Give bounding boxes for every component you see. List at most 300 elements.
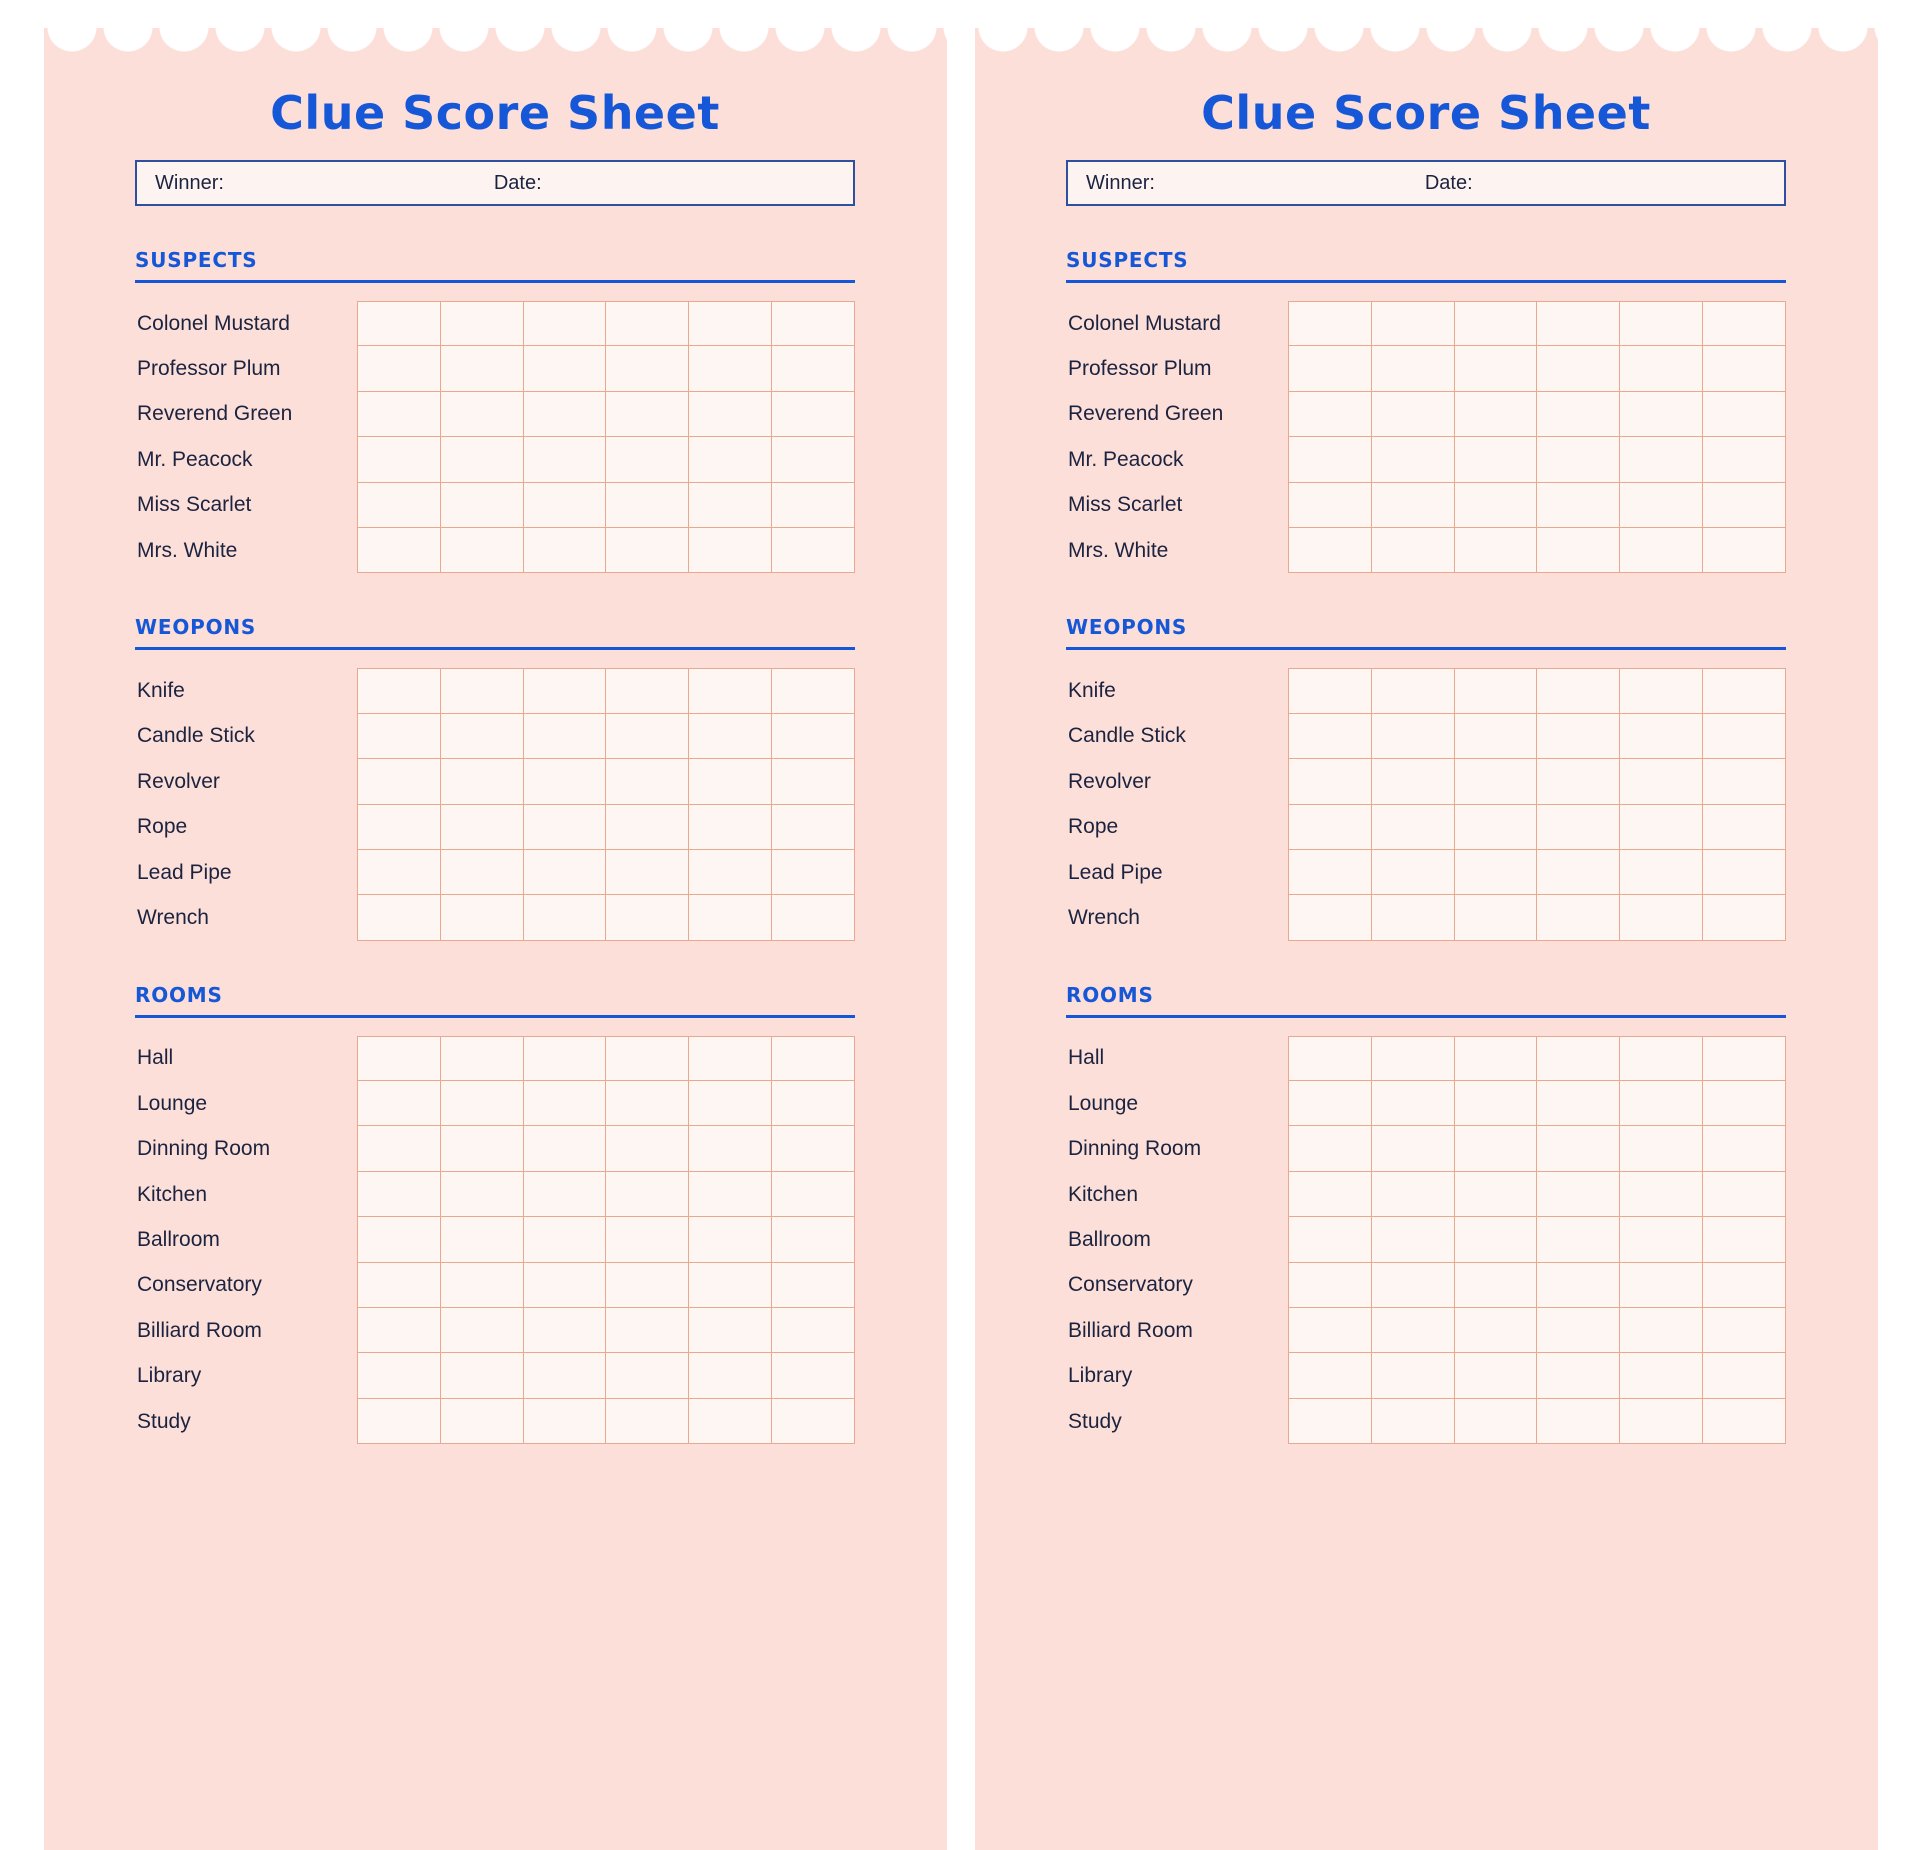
checkbox-cell[interactable]	[689, 1353, 772, 1398]
checkbox-cell[interactable]	[357, 1172, 441, 1217]
checkbox-cell[interactable]	[606, 528, 689, 573]
checkbox-cell[interactable]	[1620, 528, 1703, 573]
checkbox-cell[interactable]	[689, 759, 772, 804]
checkbox-cell[interactable]	[1288, 805, 1372, 850]
checkbox-cell[interactable]	[1455, 1036, 1538, 1081]
checkbox-cell[interactable]	[772, 1172, 855, 1217]
checkbox-cell[interactable]	[689, 1399, 772, 1444]
checkbox-cell[interactable]	[441, 1126, 524, 1171]
checkbox-cell[interactable]	[772, 850, 855, 895]
checkbox-cell[interactable]	[1288, 1217, 1372, 1262]
checkbox-cell[interactable]	[1288, 483, 1372, 528]
checkbox-cell[interactable]	[1372, 1217, 1455, 1262]
checkbox-cell[interactable]	[772, 895, 855, 940]
row-cells	[1288, 1308, 1786, 1353]
checkbox-cell[interactable]	[689, 483, 772, 528]
table-row	[135, 437, 855, 482]
checkbox-cell[interactable]	[606, 714, 689, 759]
checkbox-cell[interactable]	[524, 1081, 607, 1126]
checkbox-cell[interactable]	[689, 392, 772, 437]
checkbox-cell[interactable]	[1372, 1081, 1455, 1126]
row-label: Miss Scarlet	[1068, 493, 1183, 517]
row-cells	[357, 301, 855, 346]
checkbox-cell[interactable]	[606, 1353, 689, 1398]
checkbox-cell[interactable]	[524, 392, 607, 437]
checkbox-cell[interactable]	[524, 668, 607, 713]
checkbox-cell[interactable]	[524, 1172, 607, 1217]
checkbox-cell[interactable]	[524, 1353, 607, 1398]
checkbox-cell[interactable]	[357, 392, 441, 437]
checkbox-cell[interactable]	[1372, 759, 1455, 804]
checkbox-cell[interactable]	[772, 1217, 855, 1262]
checkbox-cell[interactable]	[1288, 437, 1372, 482]
checkbox-cell[interactable]	[606, 483, 689, 528]
checkbox-cell[interactable]	[524, 1126, 607, 1171]
checkbox-cell[interactable]	[1537, 805, 1620, 850]
row-label: Lead Pipe	[1068, 860, 1163, 884]
checkbox-cell[interactable]	[524, 805, 607, 850]
checkbox-cell[interactable]	[357, 1217, 441, 1262]
checkbox-cell[interactable]	[1537, 1036, 1620, 1081]
checkbox-cell[interactable]	[524, 1263, 607, 1308]
checkbox-cell[interactable]	[606, 895, 689, 940]
checkbox-cell[interactable]	[606, 668, 689, 713]
checkbox-cell[interactable]	[357, 483, 441, 528]
checkbox-cell[interactable]	[1455, 850, 1538, 895]
checkbox-cell[interactable]	[606, 1126, 689, 1171]
checkbox-cell[interactable]	[1372, 301, 1455, 346]
checkbox-cell[interactable]	[772, 392, 855, 437]
checkbox-cell[interactable]	[1620, 346, 1703, 391]
checkbox-cell[interactable]	[441, 346, 524, 391]
checkbox-cell[interactable]	[1537, 1308, 1620, 1353]
checkbox-cell[interactable]	[357, 895, 441, 940]
checkbox-cell[interactable]	[1537, 1172, 1620, 1217]
checkbox-cell[interactable]	[689, 1126, 772, 1171]
row-label: Mr. Peacock	[1068, 447, 1184, 471]
checkbox-cell[interactable]	[1455, 528, 1538, 573]
checkbox-cell[interactable]	[357, 1036, 441, 1081]
checkbox-cell[interactable]	[689, 1172, 772, 1217]
checkbox-cell[interactable]	[606, 850, 689, 895]
checkbox-cell[interactable]	[772, 714, 855, 759]
checkbox-cell[interactable]	[1703, 1353, 1786, 1398]
checkbox-cell[interactable]	[1537, 483, 1620, 528]
checkbox-cell[interactable]	[1703, 392, 1786, 437]
checkbox-cell[interactable]	[357, 850, 441, 895]
checkbox-cell[interactable]	[1288, 1126, 1372, 1171]
checkbox-cell[interactable]	[1372, 346, 1455, 391]
checkbox-cell[interactable]	[1288, 1081, 1372, 1126]
checkbox-cell[interactable]	[357, 1263, 441, 1308]
checkbox-cell[interactable]	[1703, 1399, 1786, 1444]
checkbox-cell[interactable]	[1703, 1126, 1786, 1171]
checkbox-cell[interactable]	[441, 1263, 524, 1308]
checkbox-cell[interactable]	[357, 1126, 441, 1171]
table-row	[135, 1081, 855, 1126]
checkbox-cell[interactable]	[772, 437, 855, 482]
checkbox-cell[interactable]	[1703, 1081, 1786, 1126]
table-row	[1066, 483, 1786, 528]
checkbox-cell[interactable]	[524, 483, 607, 528]
checkbox-cell[interactable]	[524, 759, 607, 804]
checkbox-cell[interactable]	[1537, 1126, 1620, 1171]
checkbox-cell[interactable]	[1703, 1036, 1786, 1081]
checkbox-cell[interactable]	[1372, 1172, 1455, 1217]
row-cells	[1288, 346, 1786, 391]
checkbox-cell[interactable]	[1288, 392, 1372, 437]
checkbox-cell[interactable]	[1620, 1036, 1703, 1081]
checkbox-cell[interactable]	[1620, 392, 1703, 437]
row-label: Miss Scarlet	[137, 493, 252, 517]
checkbox-cell[interactable]	[1455, 1126, 1538, 1171]
table-row	[135, 895, 855, 940]
checkbox-cell[interactable]	[441, 1399, 524, 1444]
checkbox-cell[interactable]	[772, 805, 855, 850]
checkbox-cell[interactable]	[441, 483, 524, 528]
checkbox-cell[interactable]	[1455, 1172, 1538, 1217]
row-label: Colonel Mustard	[1068, 311, 1221, 335]
checkbox-cell[interactable]	[441, 714, 524, 759]
checkbox-cell[interactable]	[1372, 392, 1455, 437]
checkbox-cell[interactable]	[441, 759, 524, 804]
checkbox-cell[interactable]	[1372, 528, 1455, 573]
checkbox-cell[interactable]	[772, 301, 855, 346]
checkbox-cell[interactable]	[689, 346, 772, 391]
checkbox-cell[interactable]	[1455, 1263, 1538, 1308]
row-label: Billiard Room	[137, 1318, 262, 1342]
checkbox-cell[interactable]	[1537, 1399, 1620, 1444]
row-label: Rope	[137, 815, 188, 839]
checkbox-cell[interactable]	[1288, 850, 1372, 895]
checkbox-cell[interactable]	[772, 1399, 855, 1444]
checkbox-cell[interactable]	[689, 301, 772, 346]
checkbox-cell[interactable]	[1455, 895, 1538, 940]
checkbox-cell[interactable]	[524, 850, 607, 895]
checkbox-cell[interactable]	[1455, 1217, 1538, 1262]
section-divider	[1066, 1015, 1786, 1018]
checkbox-cell[interactable]	[1288, 1308, 1372, 1353]
checkbox-cell[interactable]	[1372, 895, 1455, 940]
checkbox-cell[interactable]	[689, 1081, 772, 1126]
checkbox-cell[interactable]	[689, 1036, 772, 1081]
checkbox-cell[interactable]	[1703, 850, 1786, 895]
checkbox-cell[interactable]	[1620, 1353, 1703, 1398]
checkbox-cell[interactable]	[1620, 1081, 1703, 1126]
checkbox-cell[interactable]	[441, 437, 524, 482]
checkbox-cell[interactable]	[1372, 668, 1455, 713]
checkbox-cell[interactable]	[441, 1217, 524, 1262]
checkbox-cell[interactable]	[1703, 1217, 1786, 1262]
row-cells	[1288, 1126, 1786, 1171]
checkbox-cell[interactable]	[1288, 1172, 1372, 1217]
checkbox-cell[interactable]	[689, 1308, 772, 1353]
checkbox-cell[interactable]	[1455, 668, 1538, 713]
checkbox-cell[interactable]	[1703, 346, 1786, 391]
checkbox-cell[interactable]	[1372, 1036, 1455, 1081]
checkbox-cell[interactable]	[1620, 1172, 1703, 1217]
checkbox-cell[interactable]	[357, 668, 441, 713]
checkbox-cell[interactable]	[606, 1081, 689, 1126]
row-label: Candle Stick	[137, 724, 255, 748]
row-cells	[357, 483, 855, 528]
row-cells	[1288, 759, 1786, 804]
checkbox-cell[interactable]	[1703, 759, 1786, 804]
checkbox-cell[interactable]	[606, 1399, 689, 1444]
checkbox-cell[interactable]	[357, 1353, 441, 1398]
checkbox-cell[interactable]	[772, 346, 855, 391]
checkbox-cell[interactable]	[441, 1081, 524, 1126]
checkbox-cell[interactable]	[1537, 1081, 1620, 1126]
checkbox-cell[interactable]	[524, 1217, 607, 1262]
checkbox-cell[interactable]	[1537, 850, 1620, 895]
row-label: Lead Pipe	[137, 860, 232, 884]
checkbox-cell[interactable]	[1537, 528, 1620, 573]
checkbox-cell[interactable]	[357, 1081, 441, 1126]
date-label: Date:	[1424, 171, 1473, 194]
checkbox-cell[interactable]	[1703, 668, 1786, 713]
checkbox-cell[interactable]	[1703, 714, 1786, 759]
checkbox-cell[interactable]	[772, 1126, 855, 1171]
checkbox-cell[interactable]	[524, 714, 607, 759]
checkbox-cell[interactable]	[441, 528, 524, 573]
checkbox-cell[interactable]	[1455, 483, 1538, 528]
checkbox-cell[interactable]	[1455, 1353, 1538, 1398]
checkbox-cell[interactable]	[606, 1036, 689, 1081]
checkbox-cell[interactable]	[1288, 1399, 1372, 1444]
checkbox-cell[interactable]	[1703, 895, 1786, 940]
checkbox-cell[interactable]	[524, 301, 607, 346]
checkbox-cell[interactable]	[524, 1308, 607, 1353]
checkbox-cell[interactable]	[524, 1399, 607, 1444]
table-row	[135, 1353, 855, 1398]
checkbox-cell[interactable]	[772, 1353, 855, 1398]
checkbox-cell[interactable]	[441, 1172, 524, 1217]
checkbox-cell[interactable]	[689, 528, 772, 573]
checkbox-cell[interactable]	[441, 895, 524, 940]
checkbox-cell[interactable]	[1537, 895, 1620, 940]
checkbox-cell[interactable]	[357, 528, 441, 573]
checkbox-cell[interactable]	[357, 1399, 441, 1444]
checkbox-cell[interactable]	[1537, 1353, 1620, 1398]
checkbox-cell[interactable]	[1372, 437, 1455, 482]
table-row	[135, 346, 855, 391]
table-row	[1066, 1217, 1786, 1262]
checkbox-cell[interactable]	[606, 301, 689, 346]
suspects-grid	[135, 301, 855, 573]
checkbox-cell[interactable]	[1703, 301, 1786, 346]
checkbox-cell[interactable]	[1537, 437, 1620, 482]
winner-label: Winner:	[155, 171, 224, 194]
checkbox-cell[interactable]	[1455, 346, 1538, 391]
checkbox-cell[interactable]	[689, 1217, 772, 1262]
checkbox-cell[interactable]	[689, 850, 772, 895]
checkbox-cell[interactable]	[606, 346, 689, 391]
checkbox-cell[interactable]	[606, 805, 689, 850]
checkbox-cell[interactable]	[441, 301, 524, 346]
checkbox-cell[interactable]	[1620, 850, 1703, 895]
checkbox-cell[interactable]	[441, 668, 524, 713]
checkbox-cell[interactable]	[441, 1036, 524, 1081]
row-label: Revolver	[1068, 769, 1151, 793]
checkbox-cell[interactable]	[524, 528, 607, 573]
checkbox-cell[interactable]	[772, 1263, 855, 1308]
checkbox-cell[interactable]	[1703, 805, 1786, 850]
checkbox-cell[interactable]	[1372, 1126, 1455, 1171]
checkbox-cell[interactable]	[441, 392, 524, 437]
checkbox-cell[interactable]	[357, 346, 441, 391]
checkbox-cell[interactable]	[1372, 483, 1455, 528]
checkbox-cell[interactable]	[1537, 668, 1620, 713]
checkbox-cell[interactable]	[689, 1263, 772, 1308]
checkbox-cell[interactable]	[357, 1308, 441, 1353]
checkbox-cell[interactable]	[1620, 1263, 1703, 1308]
checkbox-cell[interactable]	[1455, 805, 1538, 850]
row-label: Study	[1068, 1409, 1122, 1433]
section-header-rooms: ROOMS	[135, 982, 223, 1007]
checkbox-cell[interactable]	[1455, 437, 1538, 482]
checkbox-cell[interactable]	[1455, 759, 1538, 804]
checkbox-cell[interactable]	[524, 1036, 607, 1081]
checkbox-cell[interactable]	[441, 805, 524, 850]
checkbox-cell[interactable]	[606, 1263, 689, 1308]
checkbox-cell[interactable]	[606, 392, 689, 437]
checkbox-cell[interactable]	[606, 1217, 689, 1262]
checkbox-cell[interactable]	[1703, 1308, 1786, 1353]
checkbox-cell[interactable]	[441, 1353, 524, 1398]
checkbox-cell[interactable]	[1703, 1263, 1786, 1308]
checkbox-cell[interactable]	[1537, 1263, 1620, 1308]
checkbox-cell[interactable]	[689, 668, 772, 713]
row-label: Rope	[1068, 815, 1119, 839]
checkbox-cell[interactable]	[1288, 301, 1372, 346]
checkbox-cell[interactable]	[441, 850, 524, 895]
checkbox-cell[interactable]	[1455, 1308, 1538, 1353]
checkbox-cell[interactable]	[1372, 714, 1455, 759]
checkbox-cell[interactable]	[1455, 1081, 1538, 1126]
checkbox-cell[interactable]	[772, 1036, 855, 1081]
checkbox-cell[interactable]	[606, 437, 689, 482]
checkbox-cell[interactable]	[357, 301, 441, 346]
table-row	[135, 1217, 855, 1262]
checkbox-cell[interactable]	[606, 1308, 689, 1353]
checkbox-cell[interactable]	[524, 346, 607, 391]
checkbox-cell[interactable]	[772, 668, 855, 713]
table-row	[135, 668, 855, 713]
table-row	[1066, 805, 1786, 850]
checkbox-cell[interactable]	[1703, 437, 1786, 482]
checkbox-cell[interactable]	[524, 437, 607, 482]
row-cells	[357, 392, 855, 437]
checkbox-cell[interactable]	[1537, 346, 1620, 391]
checkbox-cell[interactable]	[1288, 895, 1372, 940]
checkbox-cell[interactable]	[1372, 1308, 1455, 1353]
checkbox-cell[interactable]	[1620, 1217, 1703, 1262]
checkbox-cell[interactable]	[1288, 714, 1372, 759]
row-cells	[1288, 1081, 1786, 1126]
checkbox-cell[interactable]	[689, 895, 772, 940]
checkbox-cell[interactable]	[1537, 301, 1620, 346]
winner-date-box[interactable]	[135, 160, 855, 206]
checkbox-cell[interactable]	[1620, 714, 1703, 759]
row-cells	[357, 1308, 855, 1353]
checkbox-cell[interactable]	[1372, 1399, 1455, 1444]
table-row	[135, 759, 855, 804]
checkbox-cell[interactable]	[1620, 805, 1703, 850]
checkbox-cell[interactable]	[606, 1172, 689, 1217]
checkbox-cell[interactable]	[1537, 759, 1620, 804]
checkbox-cell[interactable]	[357, 759, 441, 804]
row-label: Ballroom	[137, 1227, 220, 1251]
checkbox-cell[interactable]	[772, 1081, 855, 1126]
checkbox-cell[interactable]	[1455, 392, 1538, 437]
checkbox-cell[interactable]	[1620, 895, 1703, 940]
checkbox-cell[interactable]	[1620, 1126, 1703, 1171]
checkbox-cell[interactable]	[1288, 668, 1372, 713]
row-cells	[357, 805, 855, 850]
checkbox-cell[interactable]	[1620, 1399, 1703, 1444]
checkbox-cell[interactable]	[1620, 483, 1703, 528]
winner-date-box[interactable]	[1066, 160, 1786, 206]
checkbox-cell[interactable]	[1703, 483, 1786, 528]
checkbox-cell[interactable]	[357, 437, 441, 482]
checkbox-cell[interactable]	[1372, 805, 1455, 850]
row-cells	[357, 1126, 855, 1171]
checkbox-cell[interactable]	[1620, 1308, 1703, 1353]
checkbox-cell[interactable]	[1372, 850, 1455, 895]
checkbox-cell[interactable]	[772, 483, 855, 528]
checkbox-cell[interactable]	[441, 1308, 524, 1353]
checkbox-cell[interactable]	[357, 805, 441, 850]
checkbox-cell[interactable]	[1288, 346, 1372, 391]
checkbox-cell[interactable]	[524, 895, 607, 940]
checkbox-cell[interactable]	[772, 1308, 855, 1353]
checkbox-cell[interactable]	[689, 437, 772, 482]
checkbox-cell[interactable]	[1620, 301, 1703, 346]
checkbox-cell[interactable]	[357, 714, 441, 759]
row-cells	[357, 895, 855, 940]
checkbox-cell[interactable]	[1620, 759, 1703, 804]
checkbox-cell[interactable]	[689, 805, 772, 850]
checkbox-cell[interactable]	[1372, 1353, 1455, 1398]
checkbox-cell[interactable]	[1537, 714, 1620, 759]
checkbox-cell[interactable]	[1288, 1353, 1372, 1398]
checkbox-cell[interactable]	[1455, 714, 1538, 759]
checkbox-cell[interactable]	[1620, 668, 1703, 713]
table-row	[1066, 895, 1786, 940]
checkbox-cell[interactable]	[1703, 1172, 1786, 1217]
checkbox-cell[interactable]	[1455, 1399, 1538, 1444]
checkbox-cell[interactable]	[1288, 528, 1372, 573]
checkbox-cell[interactable]	[1620, 437, 1703, 482]
checkbox-cell[interactable]	[1288, 759, 1372, 804]
checkbox-cell[interactable]	[772, 759, 855, 804]
checkbox-cell[interactable]	[1288, 1263, 1372, 1308]
checkbox-cell[interactable]	[689, 714, 772, 759]
checkbox-cell[interactable]	[772, 528, 855, 573]
checkbox-cell[interactable]	[1288, 1036, 1372, 1081]
checkbox-cell[interactable]	[606, 759, 689, 804]
row-label: Library	[137, 1364, 202, 1388]
checkbox-cell[interactable]	[1703, 528, 1786, 573]
checkbox-cell[interactable]	[1537, 1217, 1620, 1262]
checkbox-cell[interactable]	[1455, 301, 1538, 346]
checkbox-cell[interactable]	[1537, 392, 1620, 437]
row-cells	[1288, 392, 1786, 437]
table-row	[1066, 528, 1786, 573]
checkbox-cell[interactable]	[1372, 1263, 1455, 1308]
section-header-rooms: ROOMS	[1066, 982, 1154, 1007]
